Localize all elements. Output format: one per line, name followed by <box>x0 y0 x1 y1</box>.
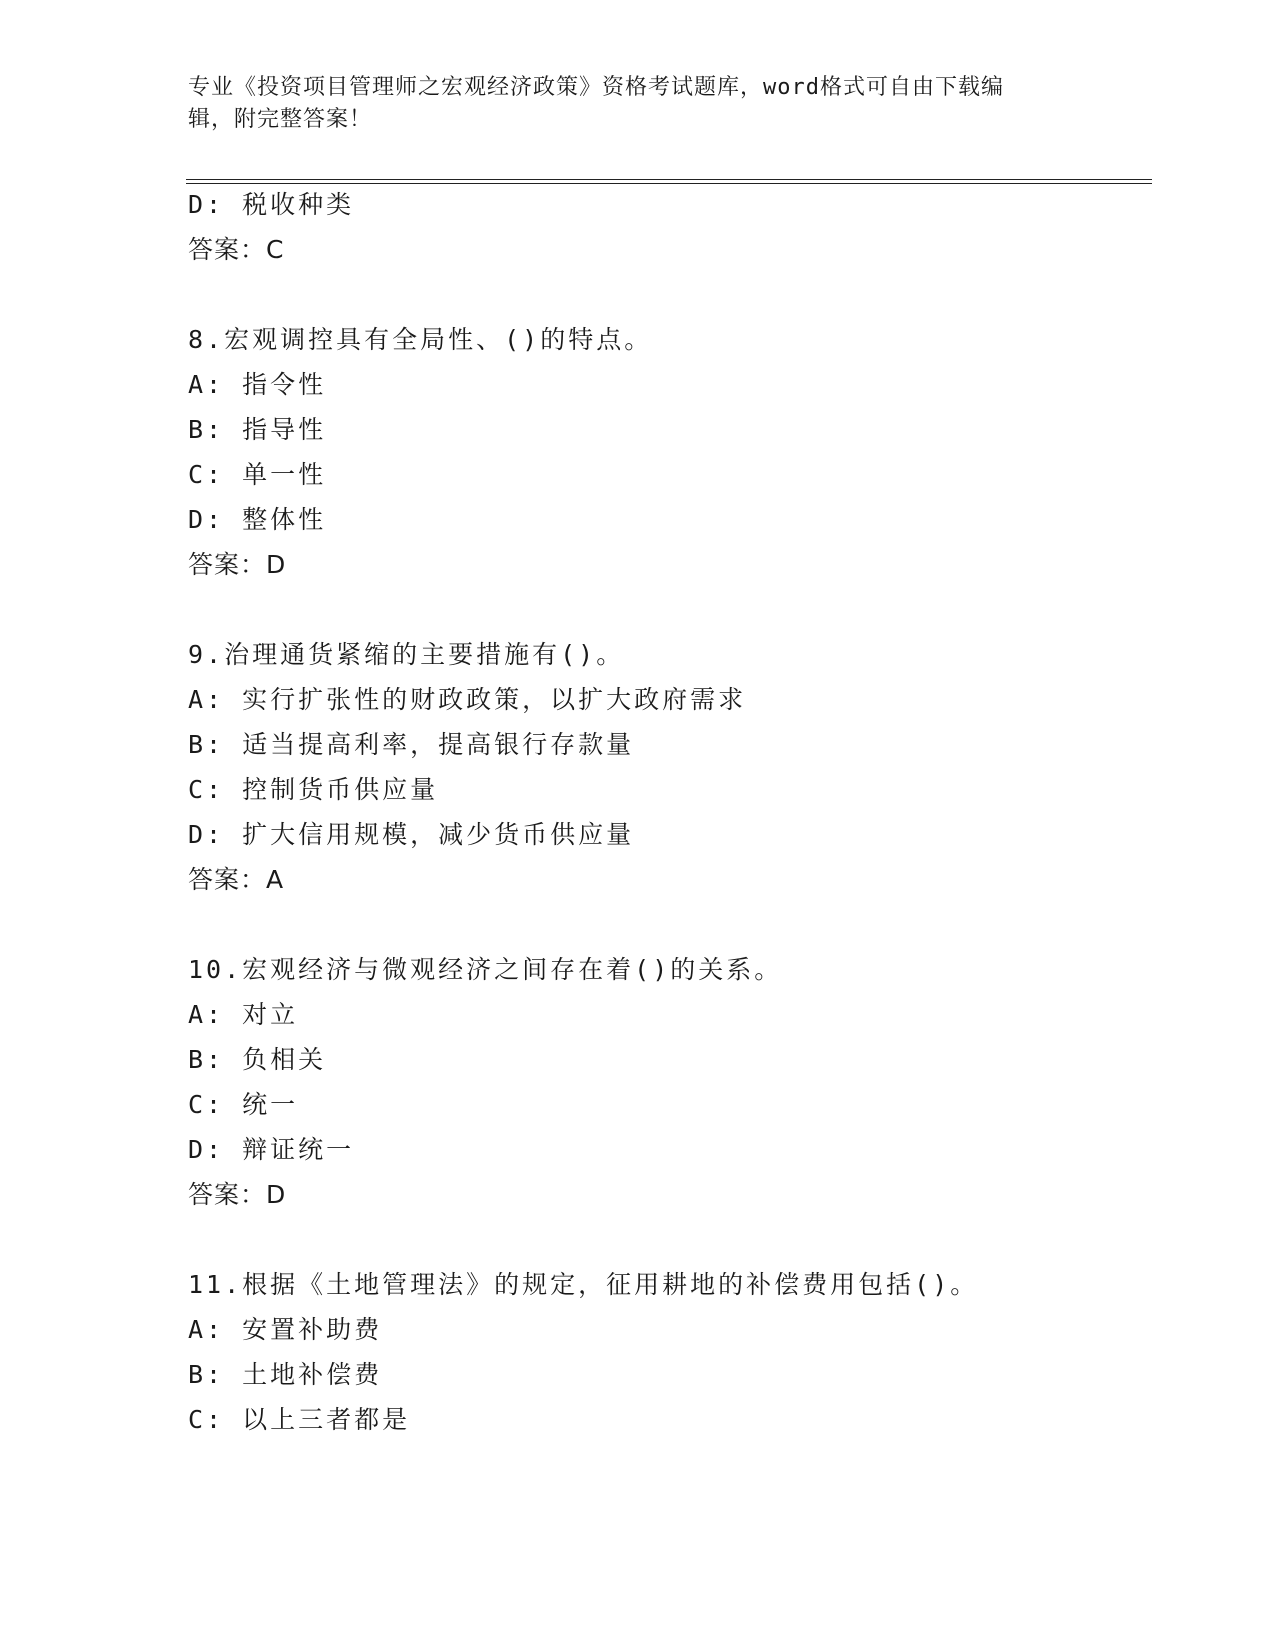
q7-option-d: D: 税收种类 <box>188 190 355 219</box>
question-11 <box>188 1270 1148 1435</box>
question-8 <box>188 325 1148 580</box>
option-a: A: 安置补助费 <box>188 1315 383 1344</box>
question-9 <box>188 640 1148 895</box>
option-c: C: 控制货币供应量 <box>188 775 439 804</box>
header-line-1: 专业《投资项目管理师之宏观经济政策》资格考试题库，word格式可自由下载编 <box>188 75 1004 100</box>
option-a: A: 实行扩张性的财政政策，以扩大政府需求 <box>188 685 747 714</box>
option-b: B: 土地补偿费 <box>188 1360 383 1389</box>
option-c: C: 以上三者都是 <box>188 1405 411 1434</box>
answer: 答案：D <box>188 1180 287 1209</box>
option-b: B: 指导性 <box>188 415 327 444</box>
option-c: C: 统一 <box>188 1090 299 1119</box>
option-d: D: 整体性 <box>188 505 327 534</box>
answer: 答案：A <box>188 865 285 894</box>
question-stem: 11.根据《土地管理法》的规定，征用耕地的补偿费用包括()。 <box>188 1270 979 1299</box>
option-c: C: 单一性 <box>188 460 327 489</box>
option-a: A: 对立 <box>188 1000 299 1029</box>
question-stem: 10.宏观经济与微观经济之间存在着()的关系。 <box>188 955 783 984</box>
option-d: D: 辩证统一 <box>188 1135 355 1164</box>
question-list <box>188 190 1148 1450</box>
option-d: D: 扩大信用规模，减少货币供应量 <box>188 820 635 849</box>
option-b: B: 适当提高利率，提高银行存款量 <box>188 730 635 759</box>
answer: 答案：D <box>188 550 287 579</box>
header-divider-top <box>186 179 1152 180</box>
header-divider-bottom <box>186 183 1152 184</box>
document-header <box>188 72 1088 136</box>
header-line-2: 辑，附完整答案！ <box>188 107 373 132</box>
question-stem: 8.宏观调控具有全局性、()的特点。 <box>188 325 653 354</box>
option-b: B: 负相关 <box>188 1045 327 1074</box>
question-10 <box>188 955 1148 1210</box>
q7-answer: 答案：C <box>188 235 285 264</box>
option-a: A: 指令性 <box>188 370 327 399</box>
question-stem: 9.治理通货紧缩的主要措施有()。 <box>188 640 625 669</box>
